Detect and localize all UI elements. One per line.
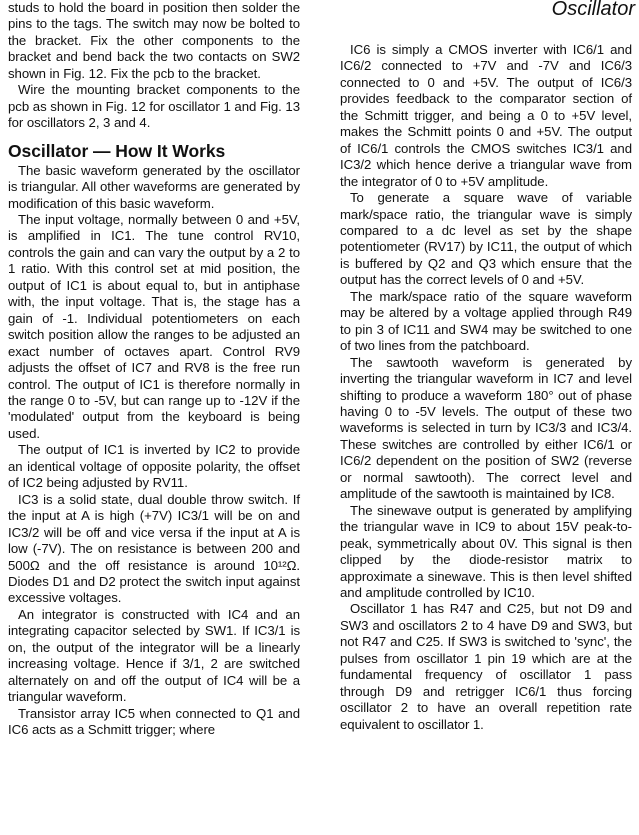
- body-paragraph: Oscillator 1 has R47 and C25, but not D9 and SW3 and oscillators 2 to 4 have D9 and SW3, but not R47 and C25. If SW3 is switched to 'sync', the pulses from oscillator 1 pin 19 which are at the fundamental frequency of oscillator 1 pass through D9 and retrigger IC6/1 thus forcing oscillator 2 to have an overall repetition rate equivalent to oscillator 1.: [340, 601, 632, 732]
- body-paragraph: An integrator is constructed with IC4 and an integrating capacitor selected by SW1. If IC3/1 is on, the output of the integrator will be a linearly increasing voltage. Hence if 3/1, 2 are switched alternately on and off the output of IC4 will be a triangular waveform.: [8, 606, 300, 705]
- left-column: [8, 0, 300, 738]
- body-paragraph: The mark/space ratio of the square waveform may be altered by a voltage applied through R49 to pin 3 of IC11 and SW4 may be switched to one of two lines from the patchboard.: [340, 288, 632, 354]
- intro-paragraph: Wire the mounting bracket components to the pcb as shown in Fig. 12 for oscillator 1 and Fig. 13 for oscillators 2, 3 and 4.: [8, 82, 300, 131]
- right-column: [340, 42, 632, 733]
- running-header: Oscillator: [551, 0, 635, 20]
- body-paragraph: The input voltage, normally between 0 and +5V, is amplified in IC1. The tune control RV10, controls the gain and can vary the output by a 2 to 1 ratio. With this control set at mid position, the output of IC1 is about equal to, but in antiphase with, the input voltage. That is, the stage has a gain of -1. Individual potentiometers on each switch position allow the ranges to be adjusted an exact number of octaves apart. Control RV9 adjusts the offset of IC7 and RV8 is the free run control. The output of IC1 is therefore normally in the range 0 to -5V, but can range up to -12V if the 'modulated' output from the keyboard is being used.: [8, 211, 300, 441]
- body-paragraph: The output of IC1 is inverted by IC2 to provide an identical voltage of opposite polarity, the offset of IC2 being adjusted by RV11.: [8, 442, 300, 491]
- body-paragraph: To generate a square wave of variable mark/space ratio, the triangular wave is simply compared to a dc level as set by the shape potentiometer (RV17) by IC11, the output of which is buffered by Q2 and Q3 which ensure that the output has the correct levels of 0 and +5V.: [340, 190, 632, 288]
- section-heading: Oscillator — How It Works: [8, 140, 226, 161]
- body-paragraph: Transistor array IC5 when connected to Q1 and IC6 acts as a Schmitt trigger; where: [8, 705, 300, 738]
- body-paragraph: The sinewave output is generated by amplifying the triangular wave in IC9 to about 15V peak-to-peak, symmetrically about 0V. This signal is then clipped by the diode-resistor matrix to approximate a sinewave. This is then level shifted and amplitude controlled by IC10.: [340, 502, 632, 600]
- body-paragraph: IC6 is simply a CMOS inverter with IC6/1 and IC6/2 connected to +7V and -7V and IC6/3 connected to 0 and +5V. The output of IC6/3 provides feedback to the comparator section of the Schmitt trigger, and being a 0 to +5V level, makes the Schmitt points 0 and +5V. The output of IC6/1 controls the CMOS switches IC3/1 and IC3/2 which hence derive a triangular wave from the integrator of 0 to +5V amplitude.: [340, 42, 632, 189]
- intro-paragraph: studs to hold the board in position then solder the pins to the tags. The switch may now be bolted to the bracket. Fix the other components to the bracket and bend back the two contacts on SW2 shown in Fig. 12. Fix the pcb to the bracket.: [8, 0, 300, 81]
- body-paragraph: The basic waveform generated by the oscillator is triangular. All other waveforms are generated by modification of this basic waveform.: [8, 162, 300, 211]
- body-paragraph: IC3 is a solid state, dual double throw switch. If the input at A is high (+7V) IC3/1 will be on and IC3/2 will be off and vice versa if the input at A is low (-7V). The on resistance is between 200 and 500Ω and the off resistance is around 10¹²Ω. Diodes D1 and D2 protect the switch input against excessive voltages.: [8, 491, 300, 606]
- body-paragraph: The sawtooth waveform is generated by inverting the triangular waveform in IC7 and level shifting to produce a waveform 180° out of phase having 0 to -5V levels. The output of these two waveforms is selected in turn by IC3/3 and IC3/4. These switches are controlled by either IC6/1 or IC6/2 dependent on the position of SW2 (reverse or normal sawtooth). The correct level and amplitude of the sawtooth is maintained by IC8.: [340, 354, 632, 502]
